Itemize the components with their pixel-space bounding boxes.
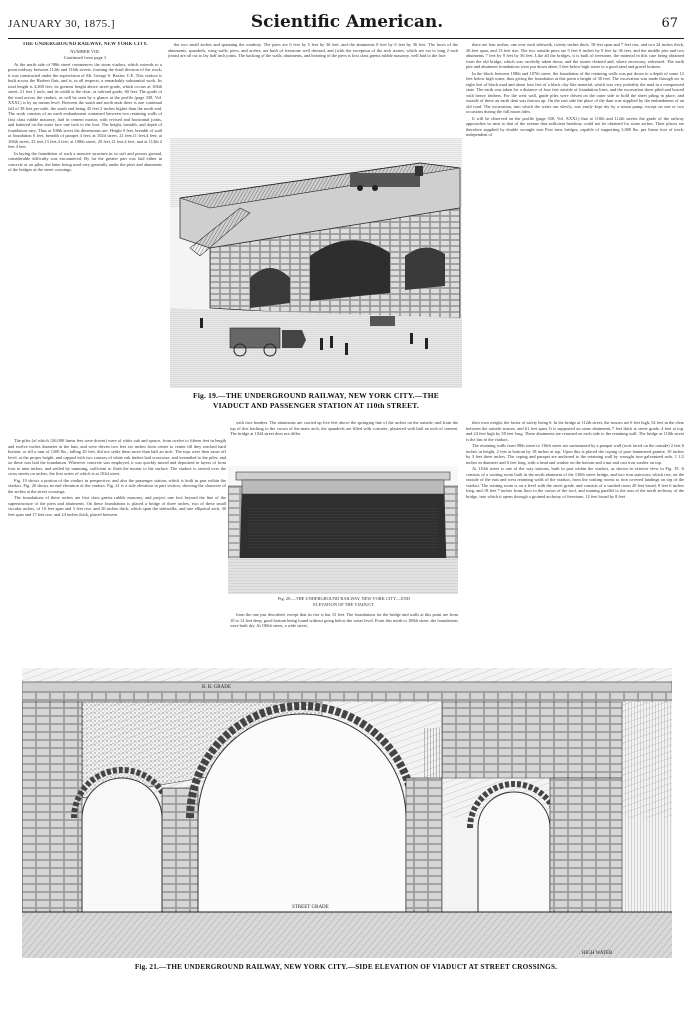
fig19-caption-line1: Fig. 19.—THE UNDERGROUND RAILWAY, NEW YORK CITY.—THE (192, 391, 439, 400)
issue-date: JANUARY 30, 1875.] (8, 18, 115, 30)
article-continued: Continued from page 1 (63, 55, 107, 60)
middle-column-text-lower (230, 612, 458, 660)
fig20-caption-line1: Fig. 20.—THE UNDERGROUND RAILWAY, NEW YORK CITY.—END (277, 596, 411, 601)
right-column-top (466, 42, 684, 424)
article-title: THE UNDERGROUND RAILWAY, NEW YORK CITY. (22, 42, 148, 47)
fig21-illustration (22, 668, 672, 958)
fig20-caption (230, 596, 458, 608)
fig19-illustration (170, 138, 462, 388)
paragraph: The retaining walls from 98th street to 116th street are surmounted by a parapet wall (rock faced on the outside) 2 feet 6 inches in height, 2 feet at bottom by 18 inches at top. Upon this is placed the coping of pure hammered granite, 10 inches by 3 feet three inches. The coping and parapet are anchored to the retaining wall by wrought iron galvanized rods, 1 1/2 inches in diameter and 6 feet long, with a head and washer on the bottom and a nut and cast iron washer on top. (466, 443, 684, 465)
article-number: NUMBER VIII. (70, 48, 100, 54)
paragraph: The foundations of these arches are first class gneiss rubble masonry, and project one foot beyond the line of the superstructure of the piers and abutments. On these foundations is placed a bridge of three arches, two of these small circular arches, of 10 feet span and 3 feet rise, and 20 inches thick, which span the sidewalks, and one elliptical arch, 30 feet span and 17 feet rise, and 24 inches thick, placed between (8, 495, 226, 517)
paragraph: from the one just described, except that its rise is but 15 feet. The foundations for the bridge and walls at this point are from 10 to 12 feet deep, good bottom being found without going below the water level. From this north to 108th street, the foundations were built dry. At 106th street, a wide street, (230, 612, 458, 628)
paragraph: It will be observed on the profile (page 338, Vol. XXXI.) that at 110th and 112th streets the grade of the railway approaches so near to that of the avenue that sufficient headway could not be obtained for stone arches. Their places are therefore supplied by double wrought iron Post truss bridges, capable of supporting 3,000 lbs. per linear foot of track, independent of (466, 115, 684, 137)
page-header (8, 12, 686, 36)
paragraph: At 110th street is one of the way stations, built in part within the viaduct, as shown in exterior view in Fig. 19. It consists of a waiting room built in the north abutment of the 110th street bridge, and two iron stairways which rise, on the outside of the east and west retaining walls of the viaduct, from the waiting rooms to iron covered landings on top of the viaduct. The waiting room is on a level with the street grade, and consists of a vaulted room 20 feet broad, 9 feet 6 inches long, and 18 feet 7 inches from floor to the crown of the roof, and running parallel to the axis of the north archway of the bridge, into which it opens through a groined archway of freestone, 12 feet broad by 8 feet (466, 466, 684, 499)
fig20-illustration (228, 466, 458, 594)
paragraph: In the block between 108th and 107th street, the foundation of the retaining walls was put down to a depth of some 12 feet below high water, thus giving the foundation at this point a height of 30 feet. The excavation was made through six to eight feet of black mud and about four feet of a black clay like material, which was very probably the mud in a compressed state. The earth was taken for a distance of four feet outside of foundation lines, and the excavation sheet piled and braced with heavy timbers. For the west wall, guide piles were driven on the outer side to hold the sheet piling in place, and outside of these an earth dam was thrown up. On the east side the place of the dam was supplied by the embankment of an old road. The excavation, into which the water ran slowly, was easily kept dry by a steam pump, except on one or two occasions during the full moon tides. (466, 70, 684, 114)
left-column-top (8, 42, 162, 437)
page-number: 67 (661, 16, 678, 31)
header-rule (8, 38, 684, 39)
middle-column-top (168, 42, 458, 122)
paragraph: Fig. 19 shows a portion of the viaduct in perspective, and also the passenger station, which is built in part within the viaduct. Fig. 20 shows an end elevation of the viaduct. Fig. 21 is a side elevation in part section, showing the character of the arches at the street crossings. (8, 477, 226, 494)
fig21-grade-label: R. R. GRADE (202, 685, 231, 690)
paragraph: with face headers. The abutments are carried up five feet above the springing line of the arches on the outside; and from the top of this backing to the crown of the main arch, the spandrels are filled with concrete, plastered with half an inch of cement. The bridge at 102d street does not differ (230, 420, 458, 436)
right-column-bottom (466, 420, 684, 660)
fig21-caption: Fig. 21.—THE UNDERGROUND RAILWAY, NEW YORK CITY.—SIDE ELEVATION OF VIADUCT AT STREET CROSSINGS. (134, 963, 558, 971)
paragraph: At the north side of 98th street commences the stone viaduct, which extends to a point midway between 112th and 116th streets, forming the third division of the work; it was constructed under the supervision of Mr. George S. Baxter, C.E. This viaduct is built across the Harlem flats, and is, in all respects, a remarkably substantial work. Its total length is 4,268 feet, its greatest height above street grade, which occurs at 104th street, 21 feet 1 inch, and its width is the clear, at railroad grade, 60 feet. The grade of the road across the viaduct, as will be seen by a glance at the profile (page 338, Vol. XXXI.) is by no means level. Between the south and north ends there is one continual fall of 38 feet per mile, the south end being 45 feet 2 inches higher than the north end. The work consists of an earth embankment contained between two retaining walls of first class rubble masonry, laid in cement mortar, with revised and horizontal joints, and battered on the outer face one inch to the foot. The height, breadth, and depth of foundation vary. Thus at 100th street the dimensions are: Height 9 feet, breadth of wall at foundation 6 feet, breadth of parapet 4 feet; at 102d street, 21 feet,11 feet,4 feet; at 104th street, 23 feet,13 feet,4 feet; at 108th street, 20 feet,12 feet,4 feet, and at 112th 2 feet 4 feet. (8, 61, 162, 149)
fig21-water-label: HIGH WATER (582, 951, 613, 956)
paragraph: their own weight, the factor of safety being 6. In the bridge at 112th street, the trusses are 6 feet high, 52 feet in the clear between the outside trusses, and 61 feet span. It is supported on stone abutments 7 feet thick at street grade, 4 feet at top, and 24 feet high by 58 feet long. These abutments are returned on each side to the retaining wall. The bridge at 110th street is the last in the viaduct. (466, 420, 684, 442)
fig19-caption-line2: VIADUCT AND PASSENGER STATION AT 110th STREET. (213, 401, 419, 410)
masthead: Scientific American. (250, 12, 444, 32)
fig21-street-label: STREET GRADE (292, 905, 329, 910)
fig19-caption (168, 391, 464, 411)
paragraph: the two small arches and spanning the roadway. The piers are 6 feet by 5 feet by 36 feet, and the abutments 8 feet by 6 feet by 36 feet. The faces of the abutments, spandrels, wing walls, piers, and arches, are built of freestone well dressed, and (with the exception of the arch stones, which are cut to long 2 inch joints) are all cut to lay half inch joints. The backing of the walls, abutments, and hearting of the piers is first class gneiss rubble masonry, well laid to the face (168, 42, 458, 58)
left-column-bottom (8, 438, 226, 660)
paragraph: there are four arches, one over each sidewalk, twenty inches thick, 18 feet span and 7 feet rise, and two 24 inches thick, 26 feet span, and 13 feet rise. The two outside piers are 5 feet 6 inches by 9 feet by 36 feet, and the middle pier and two abutments 7 feet by 9 feet by 36 feet. Like all the bridges, it is built of freestone, the material in this case being obtained from the old bridge, which was carefully taken down, and the stones cleaned and, where necessary, redressed. The earth pier and abutment foundations were put down about 3 feet below high water to a good sand and gravel bottom. (466, 42, 684, 69)
middle-column-text-upper (230, 420, 458, 464)
paragraph: The piles (of which 126,000 linear feet were driven) were of white oak and spruce, from twelve to fifteen feet in length and twelve inches diameter at the butt, and were driven two feet six inches from center to center till they reached hard bottom, or till a ram of 1200 lbs., falling 20 feet, did not settle them more than half an inch. The tops were then sawn off level, at the proper height, and capped with two courses of white oak timber laid crosswise, and treenailed to the piles; and on these was laid the foundation. Wherever concrete was employed, it was quickly mixed and deposited in layers of from four to nine inches, and settled by ramming, sufficient to flush the mortar to the surface. The viaduct is carried over the cross streets on arches, the first series of which is at 102d street. (8, 438, 226, 476)
fig20-caption-line2: ELEVATION OF THE VIADUCT. (313, 602, 375, 607)
paragraph: In laying the foundation of such a massive structure in so soft and porous ground, considerable difficulty was encountered. By far the greater part was laid either in concrete or on piles, the latter being used very generally under the piers and abutments of the bridges at the street crossings. (8, 150, 162, 172)
